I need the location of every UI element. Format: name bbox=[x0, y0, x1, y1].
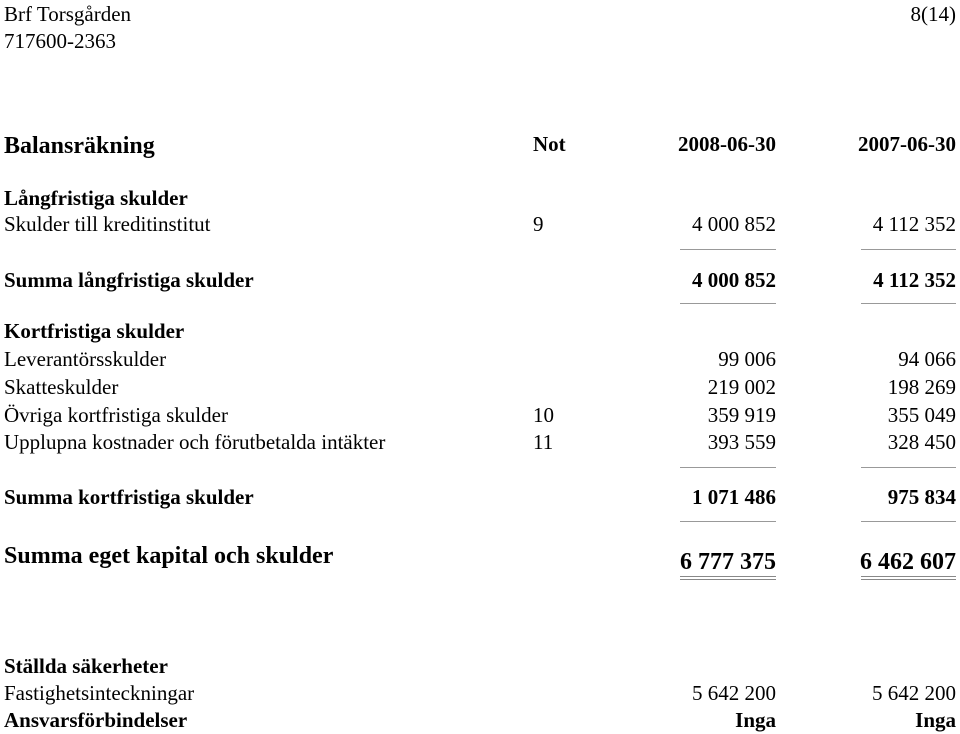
subtotal-rule bbox=[861, 249, 956, 250]
total-rule bbox=[680, 521, 776, 522]
row-label: Fastighetsinteckningar bbox=[4, 681, 195, 705]
page-number: 8(14) bbox=[910, 2, 956, 26]
section-heading-long-term: Långfristiga skulder bbox=[4, 186, 188, 210]
total-long-term-2007: 4 112 352 bbox=[873, 268, 956, 292]
column-header-2007: 2007-06-30 bbox=[858, 132, 956, 156]
section-heading-short-term: Kortfristiga skulder bbox=[4, 319, 185, 343]
row-value-2008: 219 002 bbox=[707, 375, 776, 399]
row-value-2008: 99 006 bbox=[718, 347, 776, 371]
row-value-2007: 198 269 bbox=[887, 375, 956, 399]
contingent-2008: Inga bbox=[735, 708, 776, 732]
org-name: Brf Torsgården bbox=[4, 2, 132, 26]
contingent-label: Ansvarsförbindelser bbox=[4, 708, 188, 732]
total-rule bbox=[680, 303, 776, 304]
row-note: 9 bbox=[533, 212, 544, 236]
org-number: 717600-2363 bbox=[4, 29, 116, 53]
double-underline bbox=[680, 576, 776, 577]
row-label: Upplupna kostnader och förutbetalda intäkter bbox=[4, 430, 386, 454]
column-header-2008: 2008-06-30 bbox=[678, 132, 776, 156]
total-long-term-label: Summa långfristiga skulder bbox=[4, 268, 254, 292]
contingent-2007: Inga bbox=[915, 708, 956, 732]
note-column-header: Not bbox=[533, 132, 566, 156]
statement-title: Balansräkning bbox=[4, 133, 155, 159]
subtotal-rule bbox=[680, 467, 776, 468]
grand-total-2008: 6 777 375 bbox=[680, 549, 776, 575]
section-heading-pledged: Ställda säkerheter bbox=[4, 654, 168, 678]
total-short-term-label: Summa kortfristiga skulder bbox=[4, 485, 254, 509]
row-value-2007: 328 450 bbox=[887, 430, 956, 454]
subtotal-rule bbox=[861, 467, 956, 468]
subtotal-rule bbox=[680, 249, 776, 250]
row-value-2008: 359 919 bbox=[707, 403, 776, 427]
total-short-term-2008: 1 071 486 bbox=[692, 485, 776, 509]
row-label: Skulder till kreditinstitut bbox=[4, 212, 211, 236]
double-underline bbox=[861, 576, 956, 577]
row-value-2007: 4 112 352 bbox=[872, 212, 956, 236]
double-underline bbox=[680, 579, 776, 580]
row-value-2008: 5 642 200 bbox=[692, 681, 776, 705]
total-long-term-2008: 4 000 852 bbox=[692, 268, 776, 292]
row-value-2007: 94 066 bbox=[898, 347, 956, 371]
row-note: 10 bbox=[533, 403, 554, 427]
grand-total-label: Summa eget kapital och skulder bbox=[4, 543, 334, 569]
total-rule bbox=[861, 521, 956, 522]
row-note: 11 bbox=[533, 430, 554, 454]
row-value-2007: 355 049 bbox=[887, 403, 956, 427]
row-label: Leverantörsskulder bbox=[4, 347, 167, 371]
total-rule bbox=[861, 303, 956, 304]
row-value-2008: 4 000 852 bbox=[692, 212, 776, 236]
row-label: Övriga kortfristiga skulder bbox=[4, 403, 228, 427]
row-value-2008: 393 559 bbox=[707, 430, 776, 454]
grand-total-2007: 6 462 607 bbox=[860, 549, 956, 575]
row-value-2007: 5 642 200 bbox=[872, 681, 956, 705]
total-short-term-2007: 975 834 bbox=[887, 485, 956, 509]
row-label: Skatteskulder bbox=[4, 375, 119, 399]
double-underline bbox=[861, 579, 956, 580]
